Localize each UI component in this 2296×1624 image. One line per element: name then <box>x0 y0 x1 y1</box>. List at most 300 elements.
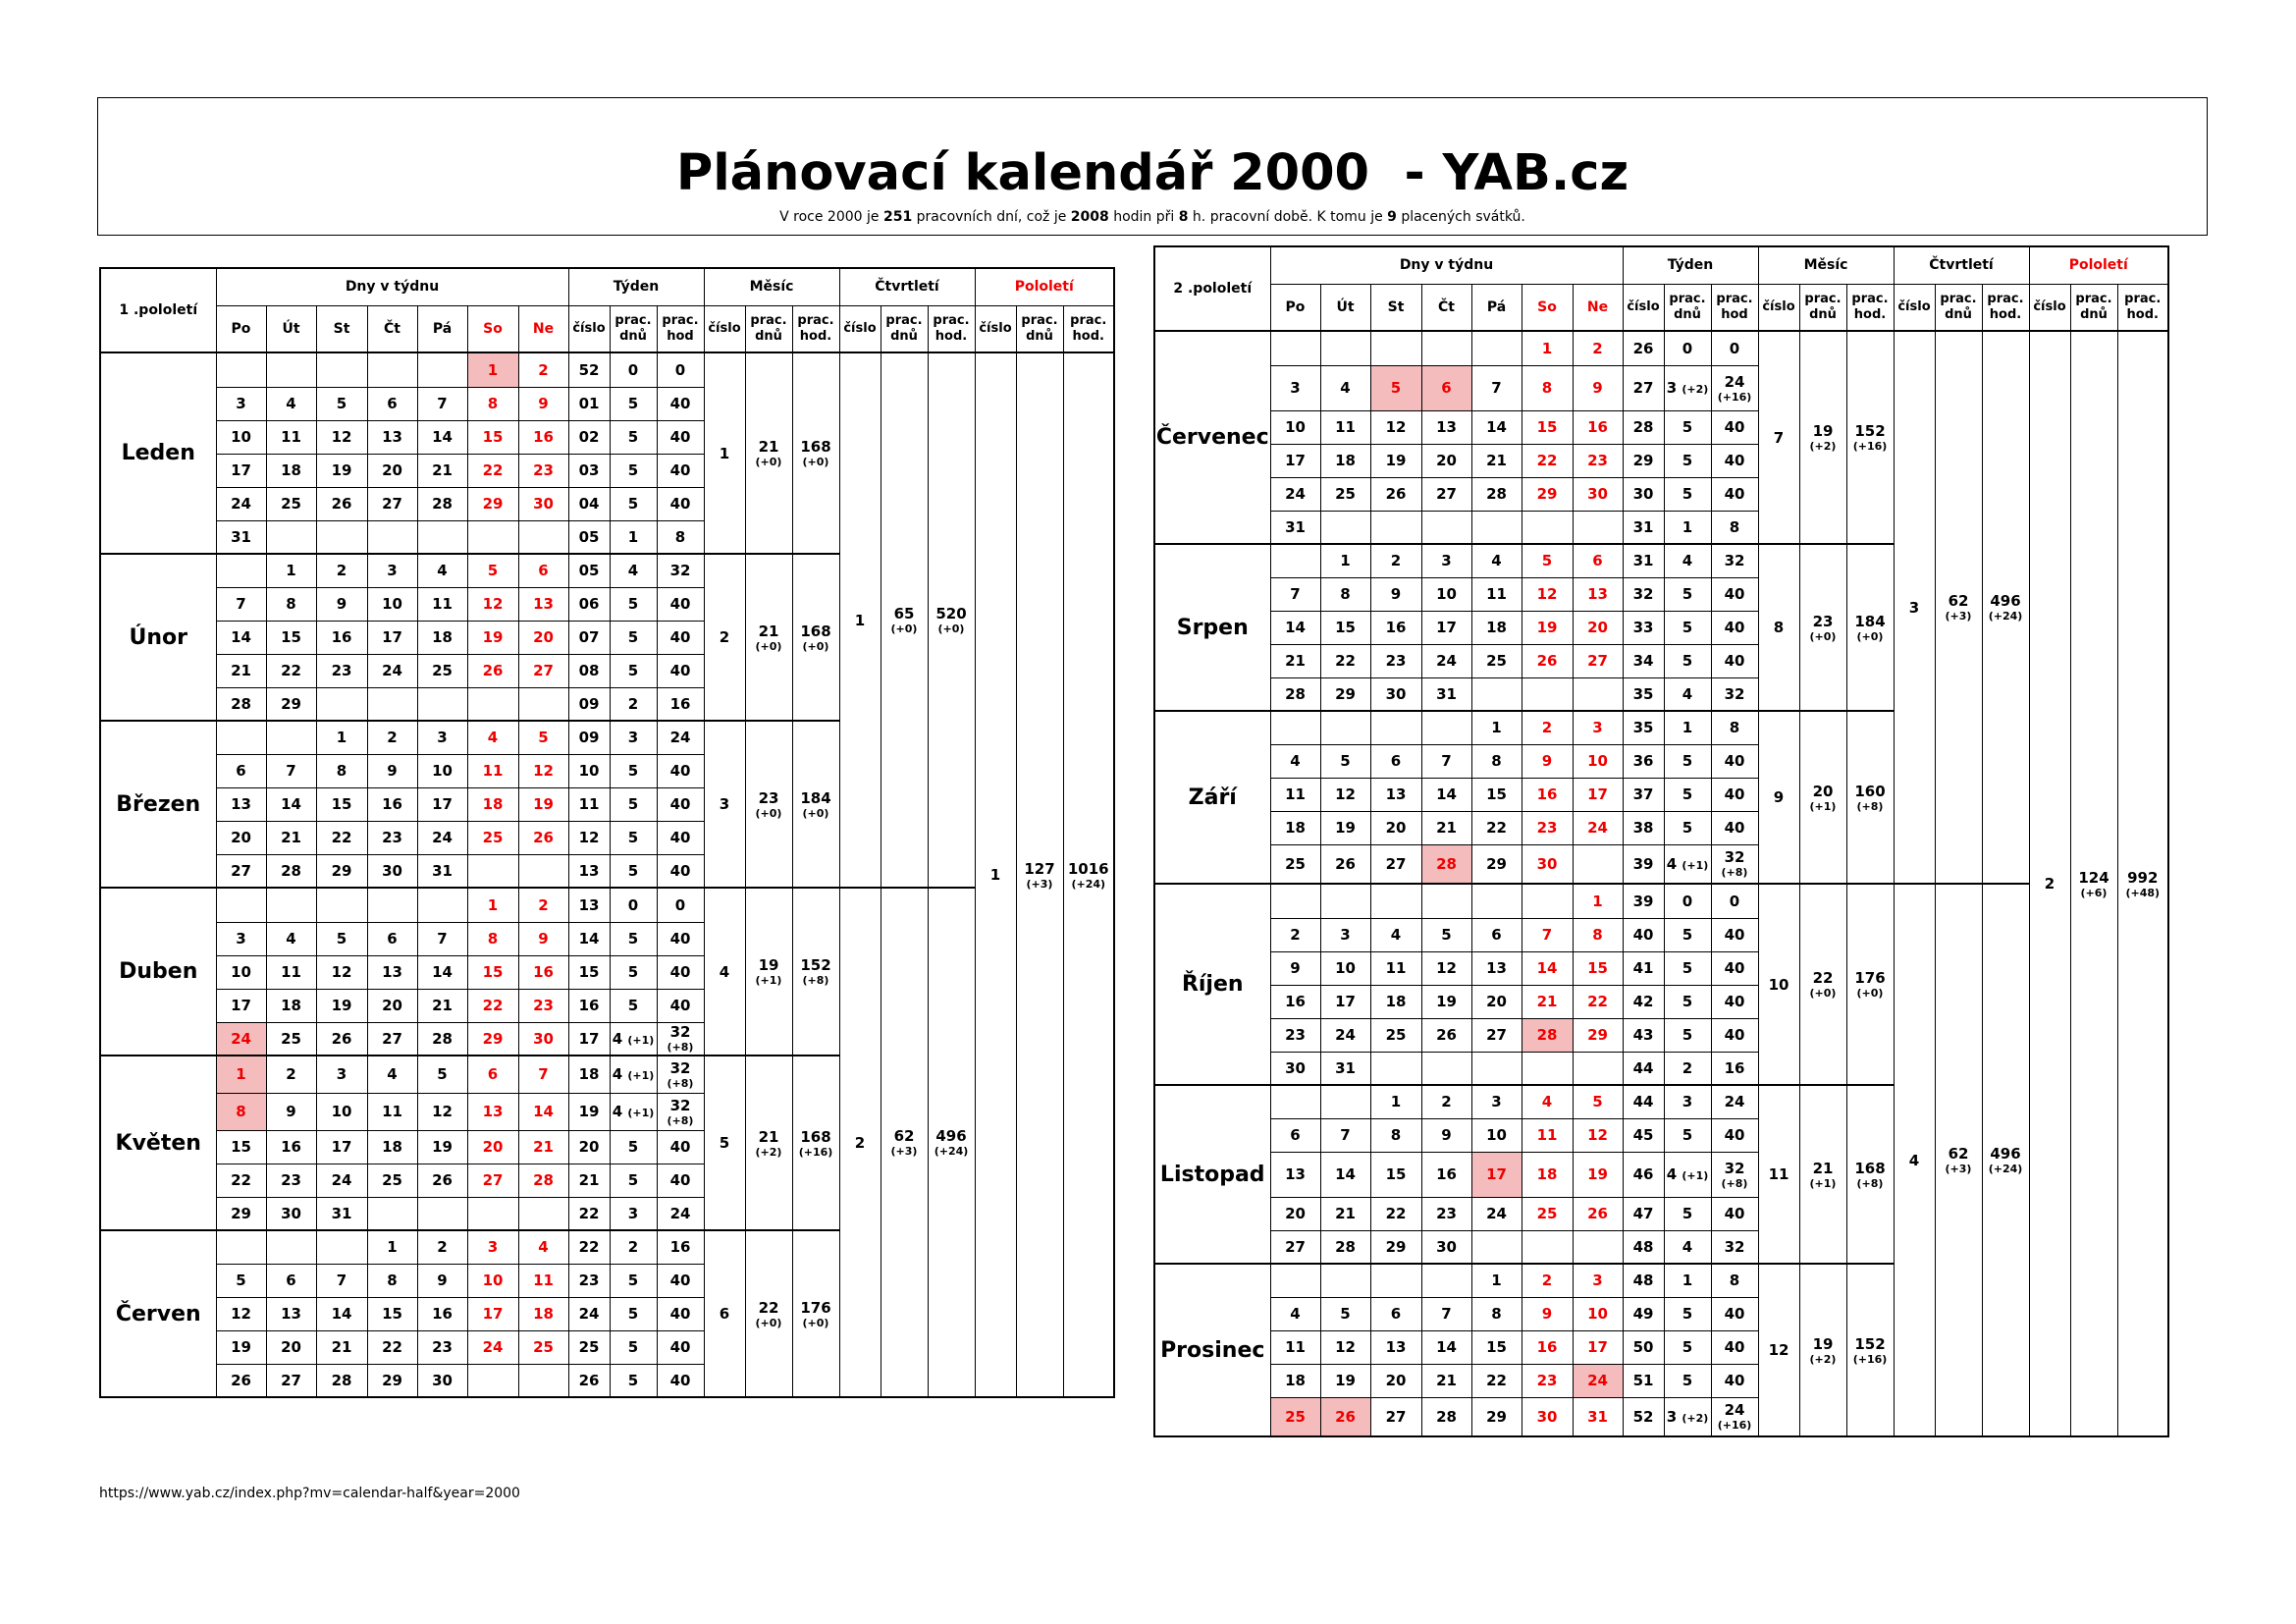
week-workhours <box>1711 611 1758 644</box>
day-cell: 14 <box>1270 611 1320 644</box>
week-number: 24 <box>568 1297 610 1330</box>
quarter-workhours-value: 496 <box>1990 592 2021 610</box>
month-workdays-diff: (+1) <box>1809 1176 1837 1190</box>
week-workhours <box>657 821 704 854</box>
month-name: Červen <box>100 1230 216 1397</box>
week-workdays <box>1664 511 1711 544</box>
week-workdays <box>610 1330 657 1364</box>
day-cell <box>1573 511 1623 544</box>
workhours-header <box>928 305 975 352</box>
day-cell <box>1270 1264 1320 1297</box>
week-workdays <box>1664 611 1711 644</box>
week-workhours-value: 16 <box>669 1238 691 1257</box>
day-cell: 24 <box>467 1330 518 1364</box>
day-cell: 24 <box>316 1164 367 1197</box>
day-cell: 18 <box>1320 444 1370 477</box>
half-year-2-table <box>1153 245 2169 1437</box>
day-cell: 11 <box>1522 1118 1573 1152</box>
day-cell: 11 <box>266 420 316 454</box>
day-cell: 9 <box>417 1264 467 1297</box>
day-cell: 18 <box>1522 1152 1573 1197</box>
week-workdays-value: 5 <box>627 662 639 679</box>
day-cell: 15 <box>1471 778 1522 811</box>
week-workdays <box>1664 1297 1711 1330</box>
header-line: prac. <box>614 312 652 328</box>
week-workdays-value: 3 <box>1666 1407 1678 1426</box>
day-cell: 4 <box>367 1056 417 1093</box>
day-cell <box>417 352 467 387</box>
week-workdays <box>1664 1330 1711 1364</box>
day-cell <box>417 687 467 721</box>
week-workhours-value: 40 <box>1724 585 1745 603</box>
workhours-header <box>1982 284 2029 331</box>
week-number: 13 <box>568 854 610 888</box>
quarter-workdays <box>1935 331 1982 884</box>
day-cell <box>1320 1085 1370 1118</box>
number-header: číslo <box>568 305 610 352</box>
month-workhours-value: 168 <box>1854 1159 1886 1177</box>
week-workhours-value: 8 <box>1729 719 1740 737</box>
month-number: 5 <box>704 1056 745 1230</box>
day-cell: 11 <box>417 587 467 621</box>
week-workhours <box>1711 577 1758 611</box>
week-workdays-value: 5 <box>1682 1205 1693 1222</box>
week-workdays <box>610 1230 657 1264</box>
summary-hours-per-day: 8 <box>1178 209 1189 225</box>
week-workhours-value: 40 <box>1724 752 1745 770</box>
month-workhours-diff: (+16) <box>798 1145 833 1159</box>
half-number: 2 <box>2029 331 2070 1436</box>
day-cell: 10 <box>216 955 266 989</box>
day-cell: 24 <box>1421 644 1471 677</box>
week-workdays-value: 5 <box>627 395 639 412</box>
week-workhours <box>1711 1197 1758 1230</box>
day-cell: 28 <box>1421 844 1471 884</box>
day-cell: 10 <box>1270 410 1320 444</box>
day-cell: 31 <box>216 520 266 554</box>
week-workhours <box>1711 884 1758 918</box>
day-cell: 21 <box>1421 1364 1471 1397</box>
day-cell: 5 <box>316 922 367 955</box>
day-cell: 4 <box>1471 544 1522 577</box>
day-cell: 29 <box>467 487 518 520</box>
week-workdays-value: 4 <box>1682 1237 1693 1256</box>
week-workdays <box>1664 477 1711 511</box>
day-cell: 25 <box>266 1022 316 1056</box>
day-cell: 12 <box>1421 951 1471 985</box>
day-cell: 16 <box>367 787 417 821</box>
day-cell <box>1421 1052 1471 1085</box>
week-workhours <box>1711 1052 1758 1085</box>
week-workhours-diff: (+16) <box>1717 1419 1752 1433</box>
week-workhours-value: 40 <box>669 628 691 646</box>
day-cell: 16 <box>1573 410 1623 444</box>
week-number: 39 <box>1623 884 1664 918</box>
quarter-workdays-diff: (+3) <box>1945 1163 1972 1175</box>
day-cell: 20 <box>266 1330 316 1364</box>
day-cell: 30 <box>1270 1052 1320 1085</box>
week-workhours-diff: (+8) <box>1721 1176 1748 1190</box>
week-number: 48 <box>1623 1230 1664 1264</box>
day-cell: 3 <box>1421 544 1471 577</box>
day-cell <box>316 352 367 387</box>
day-cell: 2 <box>1421 1085 1471 1118</box>
week-workhours-value: 24 <box>669 729 691 747</box>
day-cell: 8 <box>1573 918 1623 951</box>
day-cell <box>1471 511 1522 544</box>
day-cell: 3 <box>1573 1264 1623 1297</box>
day-cell <box>1270 711 1320 744</box>
day-cell <box>316 520 367 554</box>
day-cell: 2 <box>1573 331 1623 365</box>
day-cell: 9 <box>1522 1297 1573 1330</box>
day-cell: 13 <box>1471 951 1522 985</box>
week-workdays-value: 2 <box>627 694 639 713</box>
day-cell <box>1320 711 1370 744</box>
week-number: 35 <box>1623 711 1664 744</box>
week-workhours <box>1711 410 1758 444</box>
week-workhours-diff: (+8) <box>667 1076 694 1090</box>
week-workdays-diff: (+2) <box>1682 383 1709 396</box>
day-cell: 15 <box>1573 951 1623 985</box>
day-cell: 7 <box>216 587 266 621</box>
week-number: 18 <box>568 1056 610 1093</box>
day-cell: 13 <box>367 955 417 989</box>
day-cell: 15 <box>1471 1330 1522 1364</box>
week-workdays-value: 4 <box>1682 684 1693 703</box>
day-cell: 13 <box>1573 577 1623 611</box>
month-workdays-diff: (+0) <box>1809 629 1837 643</box>
day-cell: 16 <box>1270 985 1320 1018</box>
day-cell <box>417 888 467 922</box>
half-header: Pololetí <box>975 268 1114 305</box>
day-cell: 10 <box>1320 951 1370 985</box>
day-cell: 25 <box>518 1330 568 1364</box>
day-cell <box>518 1364 568 1397</box>
week-workhours-value: 8 <box>1729 517 1740 536</box>
week-workhours-value: 32 <box>669 562 691 580</box>
day-cell: 12 <box>316 420 367 454</box>
month-workdays-diff: (+1) <box>755 974 782 987</box>
day-cell: 19 <box>216 1330 266 1364</box>
week-workhours-value: 40 <box>1724 652 1745 670</box>
day-cell: 27 <box>1270 1230 1320 1264</box>
week-workhours <box>1711 544 1758 577</box>
day-cell <box>1522 884 1573 918</box>
day-cell <box>316 687 367 721</box>
week-workhours-value: 0 <box>674 360 686 379</box>
weekday-header: Po <box>1270 284 1320 331</box>
week-workdays <box>1664 1085 1711 1118</box>
week-workdays-value: 5 <box>1682 1372 1693 1389</box>
week-workhours <box>657 1022 704 1056</box>
week-workdays <box>1664 711 1711 744</box>
week-workdays-value: 1 <box>1682 719 1693 737</box>
day-cell: 30 <box>1370 677 1421 711</box>
week-number: 14 <box>568 922 610 955</box>
week-number: 48 <box>1623 1264 1664 1297</box>
week-workhours <box>657 1197 704 1230</box>
week-workdays-value: 5 <box>627 461 639 479</box>
day-cell: 20 <box>1471 985 1522 1018</box>
day-cell <box>1320 1264 1370 1297</box>
header-line: prac. <box>797 312 834 328</box>
week-workhours <box>1711 1018 1758 1052</box>
day-cell: 29 <box>316 854 367 888</box>
day-cell: 29 <box>1573 1018 1623 1052</box>
week-workdays <box>1664 918 1711 951</box>
month-name: Březen <box>100 721 216 888</box>
week-workhours-value: 16 <box>1724 1058 1745 1077</box>
day-cell: 13 <box>467 1093 518 1130</box>
day-cell: 3 <box>367 554 417 587</box>
day-cell: 25 <box>266 487 316 520</box>
month-workhours <box>1846 1264 1894 1436</box>
day-cell: 10 <box>1573 744 1623 778</box>
week-workhours <box>1711 1118 1758 1152</box>
day-cell: 28 <box>1522 1018 1573 1052</box>
week-number: 41 <box>1623 951 1664 985</box>
quarter-header: Čtvrtletí <box>839 268 975 305</box>
week-number: 21 <box>568 1164 610 1197</box>
day-cell: 17 <box>1471 1152 1522 1197</box>
week-workhours-value: 24 <box>669 1204 691 1222</box>
week-workhours <box>657 554 704 587</box>
day-cell: 25 <box>1320 477 1370 511</box>
month-workhours-value: 168 <box>800 438 831 456</box>
week-workdays <box>610 1093 657 1130</box>
week-workhours <box>1711 444 1758 477</box>
day-cell: 16 <box>1421 1152 1471 1197</box>
quarter-number: 4 <box>1894 884 1935 1436</box>
day-cell: 22 <box>266 654 316 687</box>
day-cell: 27 <box>367 1022 417 1056</box>
day-cell <box>518 520 568 554</box>
workdays-header <box>1799 284 1846 331</box>
week-workhours <box>657 922 704 955</box>
day-cell: 9 <box>1270 951 1320 985</box>
day-cell: 10 <box>467 1264 518 1297</box>
week-number: 04 <box>568 487 610 520</box>
summary-text: hodin při <box>1108 209 1179 225</box>
summary-text: pracovních dní, což je <box>912 209 1071 225</box>
week-workdays-value: 1 <box>1682 517 1693 536</box>
week-workhours <box>657 1230 704 1264</box>
quarter-workhours <box>928 888 975 1397</box>
week-workhours-value: 40 <box>1724 619 1745 636</box>
week-workdays <box>610 1297 657 1330</box>
day-cell: 16 <box>518 955 568 989</box>
day-cell: 22 <box>1370 1197 1421 1230</box>
week-workdays-value: 4 <box>1682 552 1693 570</box>
day-cell: 6 <box>467 1056 518 1093</box>
quarter-workdays-diff: (+0) <box>890 623 918 635</box>
day-cell <box>367 888 417 922</box>
month-name: Červenec <box>1154 331 1270 544</box>
day-cell: 6 <box>367 922 417 955</box>
week-workdays <box>1664 1018 1711 1052</box>
day-cell <box>266 1230 316 1264</box>
day-cell: 24 <box>367 654 417 687</box>
day-cell: 23 <box>1370 644 1421 677</box>
month-workdays-diff: (+1) <box>1809 799 1837 813</box>
day-cell: 19 <box>1421 985 1471 1018</box>
summary-workdays: 251 <box>882 209 913 225</box>
month-workhours-diff: (+0) <box>1856 987 1884 1000</box>
day-cell: 11 <box>1320 410 1370 444</box>
header-line: hod. <box>934 328 968 344</box>
week-workdays-value: 5 <box>627 997 639 1014</box>
day-cell: 3 <box>1320 918 1370 951</box>
day-cell: 16 <box>1522 1330 1573 1364</box>
half-label: 2 .pololetí <box>1154 246 1270 331</box>
day-cell: 4 <box>1522 1085 1573 1118</box>
week-number: 29 <box>1623 444 1664 477</box>
day-cell: 11 <box>518 1264 568 1297</box>
week-number: 12 <box>568 821 610 854</box>
quarter-workhours-value: 496 <box>935 1127 967 1145</box>
header-line: prac. <box>2124 291 2162 306</box>
week-workhours-value: 24 <box>1724 372 1745 391</box>
week-workdays <box>610 587 657 621</box>
day-cell: 17 <box>316 1130 367 1164</box>
day-cell: 14 <box>266 787 316 821</box>
day-cell: 19 <box>467 621 518 654</box>
month-workhours-diff: (+16) <box>1852 1352 1888 1366</box>
week-workhours <box>1711 677 1758 711</box>
day-cell: 6 <box>1270 1118 1320 1152</box>
week-workdays-value: 4 <box>627 562 639 580</box>
week-number: 52 <box>568 352 610 387</box>
day-cell: 22 <box>367 1330 417 1364</box>
month-workdays-diff: (+0) <box>1809 987 1837 1000</box>
day-cell: 28 <box>216 687 266 721</box>
week-workhours-value: 40 <box>669 1272 691 1289</box>
header-line: hod. <box>1853 306 1887 322</box>
day-cell: 15 <box>266 621 316 654</box>
day-cell <box>518 1197 568 1230</box>
day-cell: 8 <box>216 1093 266 1130</box>
day-cell: 5 <box>1421 918 1471 951</box>
day-cell <box>367 687 417 721</box>
week-workhours <box>657 721 704 754</box>
day-cell: 17 <box>1270 444 1320 477</box>
day-cell: 21 <box>417 989 467 1022</box>
day-cell: 26 <box>316 1022 367 1056</box>
day-cell: 4 <box>1270 1297 1320 1330</box>
day-cell: 23 <box>417 1330 467 1364</box>
week-workdays <box>1664 884 1711 918</box>
day-cell: 25 <box>1270 1397 1320 1436</box>
day-cell: 31 <box>417 854 467 888</box>
month-workhours-diff: (+16) <box>1852 440 1888 453</box>
day-cell: 21 <box>316 1330 367 1364</box>
week-workhours <box>1711 1230 1758 1264</box>
weekday-header: Čt <box>1421 284 1471 331</box>
month-number: 12 <box>1758 1264 1799 1436</box>
day-cell: 22 <box>1522 444 1573 477</box>
day-cell <box>216 1230 266 1264</box>
day-cell: 12 <box>1370 410 1421 444</box>
day-cell <box>1421 331 1471 365</box>
week-workhours-value: 40 <box>1724 1372 1745 1389</box>
day-cell: 28 <box>1471 477 1522 511</box>
day-cell: 19 <box>1320 811 1370 844</box>
week-workhours <box>1711 477 1758 511</box>
week-workdays-value: 0 <box>1682 892 1693 910</box>
day-cell: 9 <box>367 754 417 787</box>
day-cell <box>1471 1052 1522 1085</box>
day-cell: 27 <box>367 487 417 520</box>
day-cell: 1 <box>467 888 518 922</box>
week-workdays <box>610 955 657 989</box>
day-cell: 20 <box>367 989 417 1022</box>
day-cell: 8 <box>316 754 367 787</box>
week-workhours-value: 40 <box>669 963 691 981</box>
week-number: 52 <box>1623 1397 1664 1436</box>
week-workdays <box>1664 744 1711 778</box>
day-cell: 1 <box>367 1230 417 1264</box>
day-cell: 30 <box>367 854 417 888</box>
day-cell: 29 <box>1320 677 1370 711</box>
day-cell: 12 <box>518 754 568 787</box>
quarter-workdays-diff: (+3) <box>890 1145 918 1158</box>
month-workhours <box>792 721 839 888</box>
week-number: 47 <box>1623 1197 1664 1230</box>
day-cell: 9 <box>518 387 568 420</box>
month-workdays <box>1799 544 1846 711</box>
day-cell: 14 <box>216 621 266 654</box>
week-workdays-diff: (+2) <box>1682 1411 1709 1425</box>
header-line: prac. <box>662 312 699 328</box>
day-cell: 14 <box>518 1093 568 1130</box>
week-workhours-value: 40 <box>1724 1026 1745 1044</box>
week-workdays <box>610 787 657 821</box>
day-cell: 5 <box>1320 1297 1370 1330</box>
week-workhours-value: 0 <box>674 895 686 914</box>
week-workhours <box>657 1364 704 1397</box>
day-cell: 4 <box>1270 744 1320 778</box>
week-workdays <box>1664 1152 1711 1197</box>
week-workhours-value: 40 <box>669 762 691 780</box>
week-workdays-value: 5 <box>627 861 639 880</box>
day-cell: 7 <box>316 1264 367 1297</box>
number-header: číslo <box>704 305 745 352</box>
weekday-header: St <box>1370 284 1421 331</box>
workdays-header <box>1935 284 1982 331</box>
month-workhours-diff: (+0) <box>802 1316 829 1329</box>
day-cell: 17 <box>1573 778 1623 811</box>
week-workhours-value: 40 <box>669 1138 691 1156</box>
day-cell <box>316 1230 367 1264</box>
day-cell: 8 <box>1522 365 1573 410</box>
week-workdays-value: 0 <box>1682 339 1693 357</box>
week-workhours-value: 40 <box>1724 1205 1745 1222</box>
day-cell: 27 <box>1370 844 1421 884</box>
summary-text: h. pracovní době. K tomu je <box>1188 209 1388 225</box>
day-cell: 30 <box>417 1364 467 1397</box>
week-workhours-value: 40 <box>669 662 691 679</box>
day-cell: 11 <box>1270 1330 1320 1364</box>
week-workdays <box>610 520 657 554</box>
week-number: 26 <box>568 1364 610 1397</box>
month-workhours <box>1846 884 1894 1085</box>
month-workdays <box>745 554 792 721</box>
day-cell: 5 <box>1522 544 1573 577</box>
day-cell: 4 <box>1320 365 1370 410</box>
half-workdays <box>1016 352 1063 1397</box>
week-number: 33 <box>1623 611 1664 644</box>
